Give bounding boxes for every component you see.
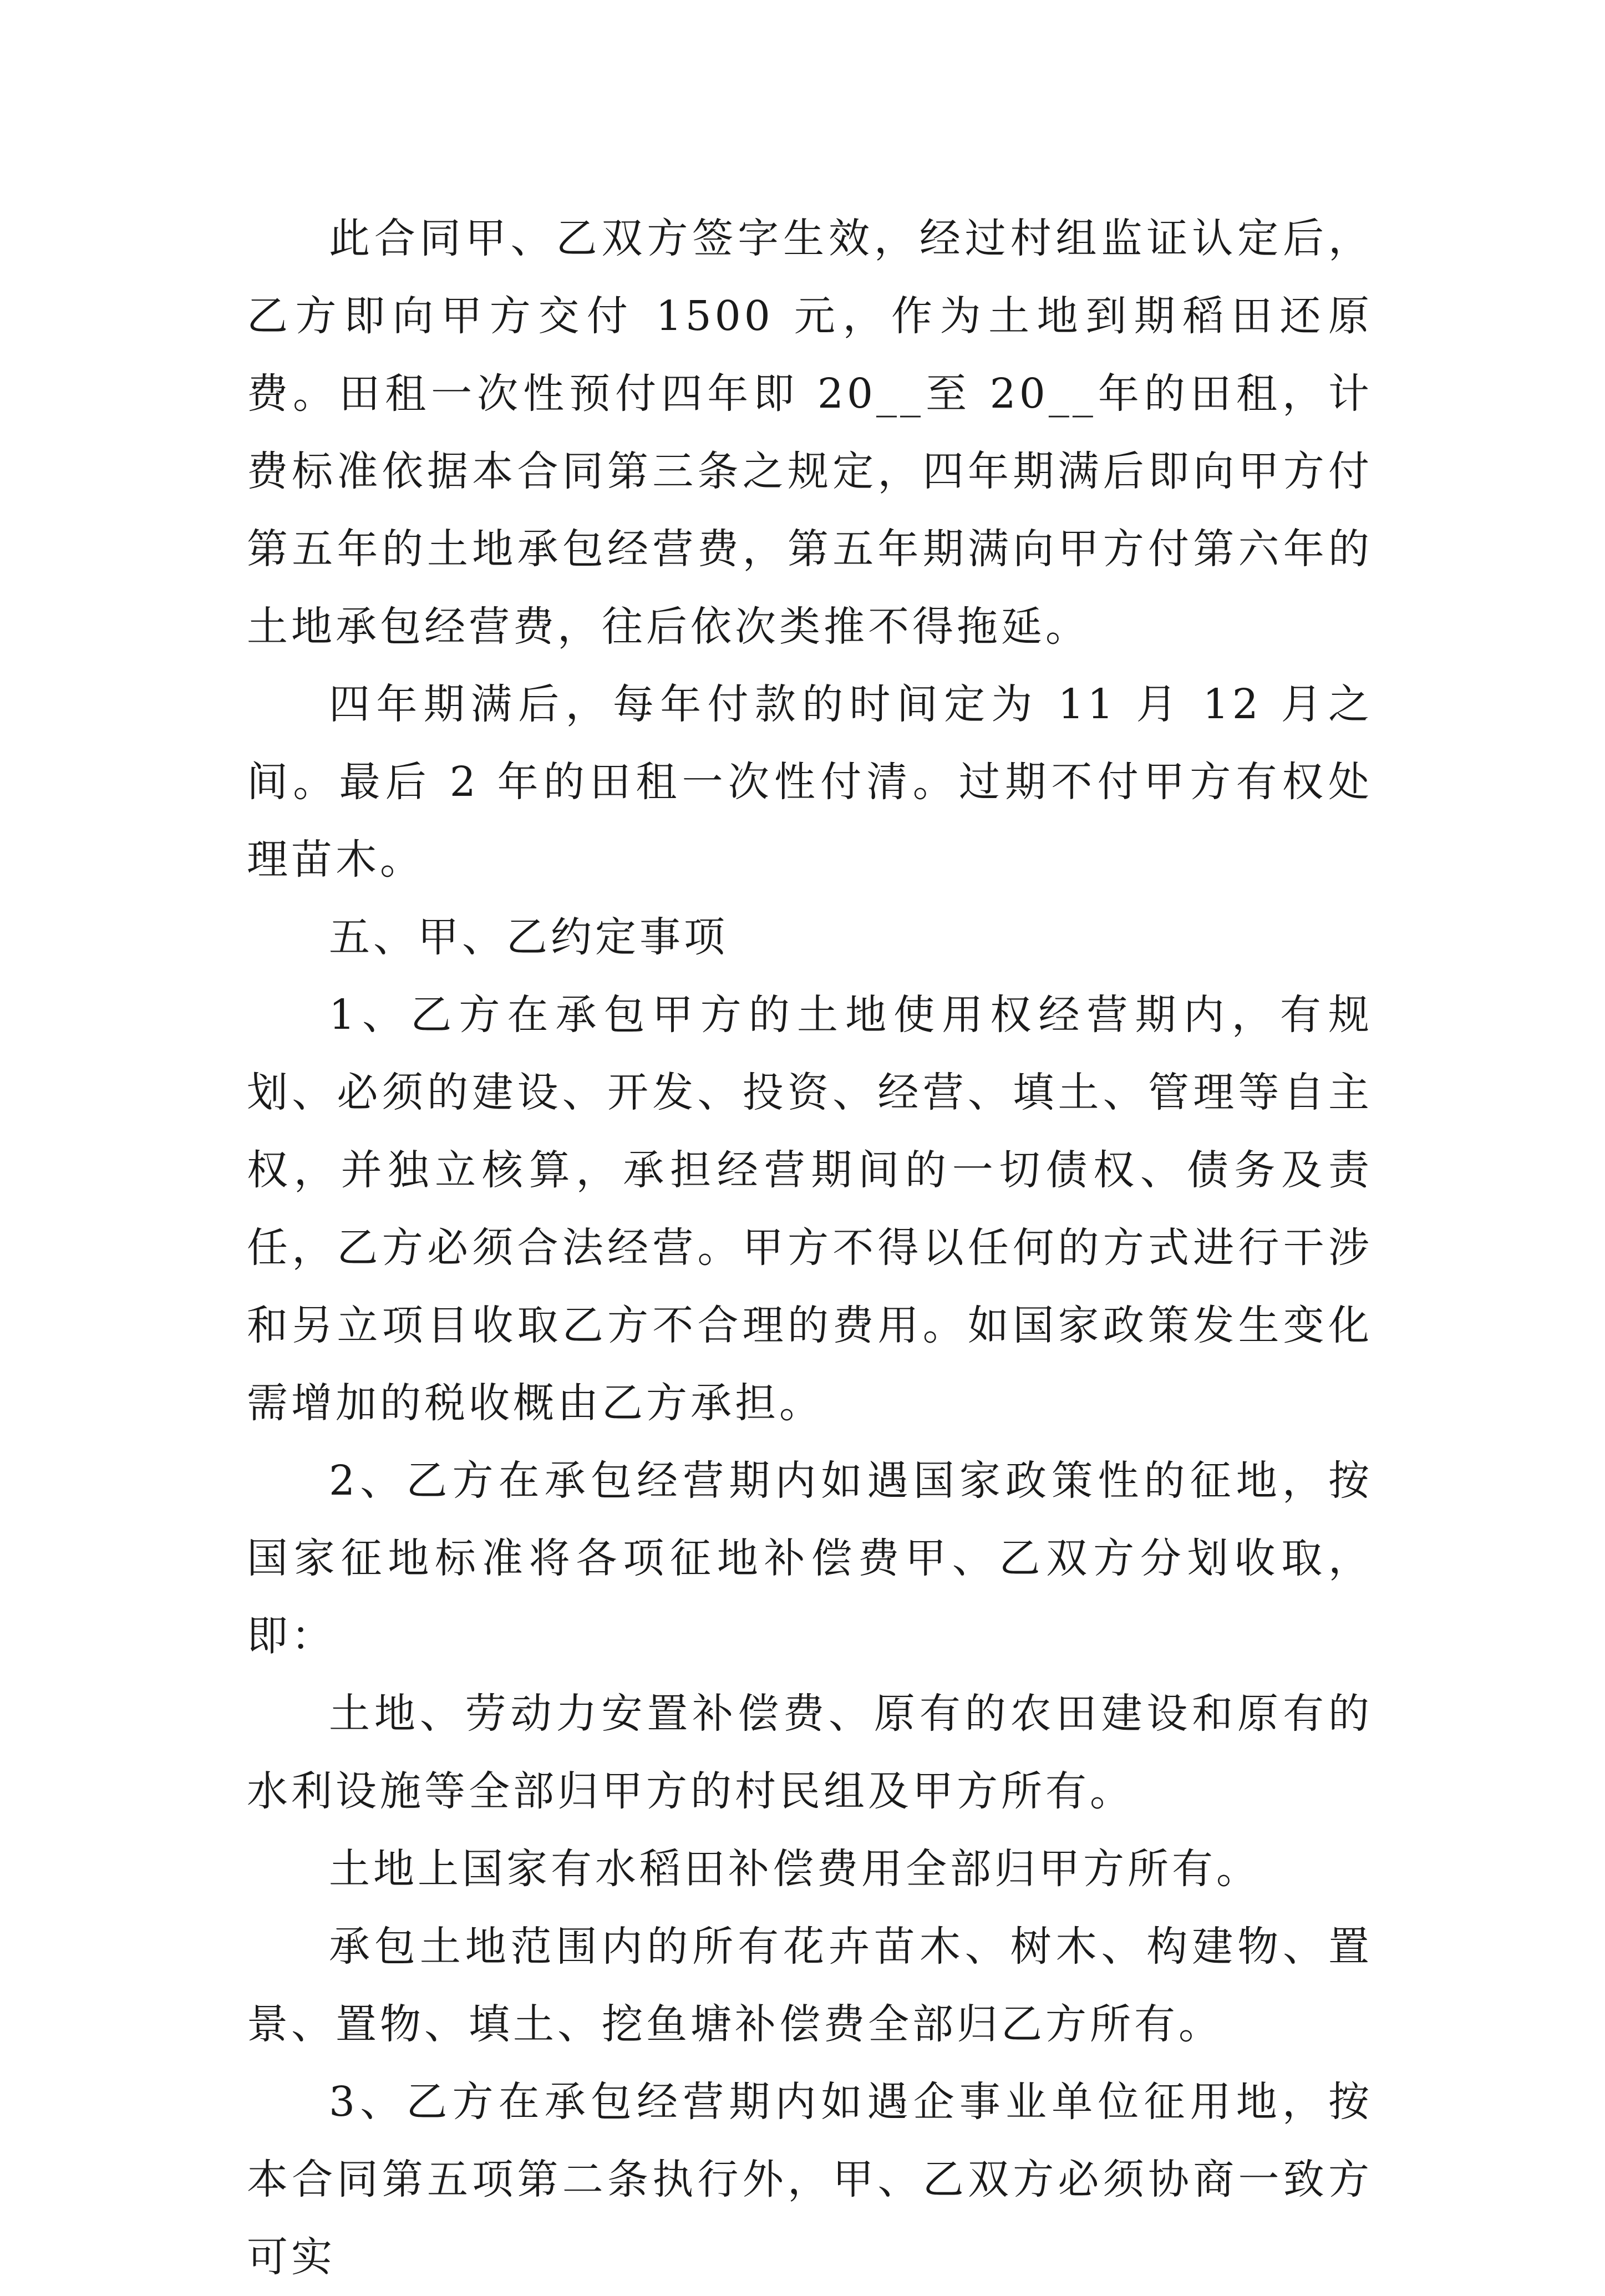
paragraph-clause-3: 3、乙方在承包经营期内如遇企事业单位征用地，按本合同第五项第二条执行外，甲、乙双方必须协商一致方可实	[247, 2078, 1373, 2281]
paragraph-payment-terms: 此合同甲、乙双方签字生效，经过村组监证认定后，乙方即向甲方交付 1500 元，作为土地到期稻田还原费。田租一次性预付四年即 20__至 20__年的田租，计费标准依据本合同第三条之规定，四年期满后即向甲方付第五年的土地承包经营费，第五年期满向甲方付第六年的土地承包经营费，往后依次类推不得拖延。	[247, 215, 1373, 651]
section-heading-agreed-matters: 五、甲、乙约定事项	[329, 913, 728, 961]
paragraph-clause-2: 2、乙方在承包经营期内如遇国家政策性的征地，按国家征地标准将各项征地补偿费甲、乙双方分划收取，即：	[247, 1457, 1373, 1660]
paragraph-clause-2-nursery-compensation: 承包土地范围内的所有花卉苗木、树木、构建物、置景、置物、填土、挖鱼塘补偿费全部归乙方所有。	[247, 1923, 1373, 2048]
paragraph-clause-2-land-compensation: 土地、劳动力安置补偿费、原有的农田建设和原有的水利设施等全部归甲方的村民组及甲方所有。	[247, 1690, 1373, 1815]
paragraph-clause-2-rice-compensation: 土地上国家有水稻田补偿费用全部归甲方所有。	[329, 1845, 1261, 1893]
document-body	[247, 200, 1373, 2296]
paragraph-clause-1: 1、乙方在承包甲方的土地使用权经营期内，有规划、必须的建设、开发、投资、经营、填土、管理等自主权，并独立核算，承担经营期间的一切债权、债务及责任，乙方必须合法经营。甲方不得以任何的方式进行干涉和另立项目收取乙方不合理的费用。如国家政策发生变化需增加的税收概由乙方承担。	[247, 991, 1373, 1427]
paragraph-payment-schedule: 四年期满后，每年付款的时间定为 11 月 12 月之间。最后 2 年的田租一次性付清。过期不付甲方有权处理苗木。	[247, 680, 1373, 883]
